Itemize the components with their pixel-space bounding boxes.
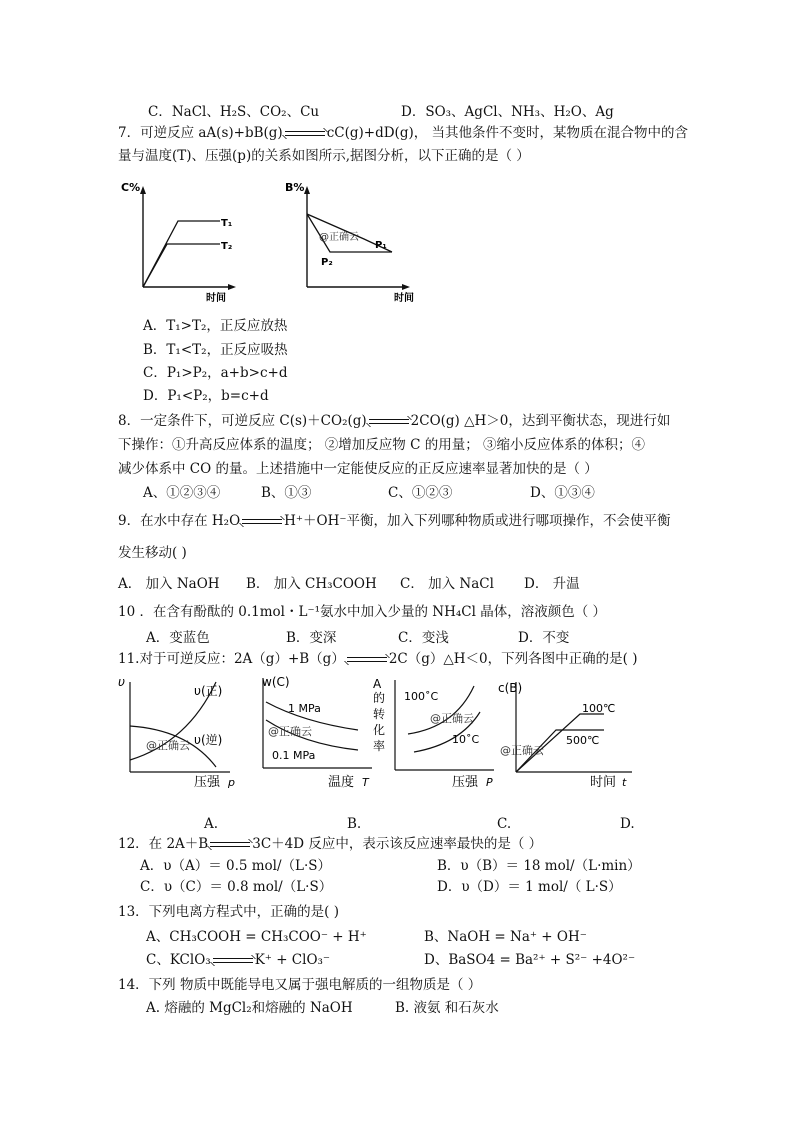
q7-c2-ylabel: B% — [285, 181, 305, 194]
q7-c2-xlabel: 时间 — [394, 293, 414, 304]
q13-option-a: A、CH₃COOH = CH₃COO⁻ + H⁺ — [146, 929, 367, 945]
q11-label-d: D. — [620, 816, 635, 832]
q10-stem: 10 ．在含有酚酞的 0.1mol・L⁻¹氨水中加入少量的 NH₄Cl 晶体，溶液颜色（ ） — [118, 604, 606, 620]
q11c-ylabel-4: 化 — [373, 723, 386, 737]
q11-stem — [118, 650, 637, 668]
reversible-arrow-icon — [208, 840, 252, 850]
q11-graph-d — [498, 672, 638, 797]
q8-stem-part2: 2CO(g) △H＞0，达到平衡状态，现进行如 — [410, 413, 671, 429]
q11b-ylabel: w(C) — [262, 675, 290, 689]
q11-graph-b — [248, 672, 378, 797]
q6-option-c: C．NaCl、H₂S、CO₂、Cu — [148, 104, 320, 120]
q12-option-a: A．υ（A）＝ 0.5 mol/（L·S） — [140, 858, 332, 874]
q8-stem-part1: 8．一定条件下，可逆反应 C(s)＋CO₂(g) — [118, 413, 367, 429]
reversible-arrow-icon — [345, 655, 389, 665]
reversible-arrow-icon — [240, 517, 284, 527]
q11b-hi-label: 1 MPa — [288, 702, 321, 715]
q7-stem-line1 — [118, 124, 688, 142]
q11c-ylabel-1: A — [373, 677, 382, 691]
q10-option-d: D．不变 — [518, 630, 570, 646]
q8-option-c: C、①②③ — [388, 485, 453, 501]
q11-graph-a — [118, 672, 243, 797]
q7-c2-watermark: @正确云 — [319, 232, 359, 243]
q11c-watermark: @正确云 — [430, 712, 474, 725]
q9-stem-part2: H⁺＋OH⁻平衡，加入下列哪种物质或进行哪项操作，不会使平衡 — [284, 513, 671, 529]
q9-stem-line2: 发生移动( ) — [118, 545, 187, 561]
q10-option-b: B．变深 — [286, 630, 337, 646]
q13-option-b: B、NaOH = Na⁺ + OH⁻ — [424, 929, 587, 945]
q6-option-d: D．SO₃、AgCl、NH₃、H₂O、Ag — [401, 104, 614, 120]
q8-option-b: B、①③ — [261, 485, 312, 501]
q11d-ylabel: c(B) — [498, 681, 523, 695]
q11a-watermark: @正确云 — [146, 739, 190, 752]
q11-graph-c — [370, 672, 502, 797]
q7-c2-p1-label: P₁ — [375, 240, 387, 251]
q11c-ylabel-2: 的 — [373, 691, 386, 705]
q11d-watermark: @正确云 — [500, 744, 544, 757]
q7-chart-temperature — [118, 178, 248, 306]
q11b-xunit: T — [362, 776, 369, 789]
q11c-lo-label: 10˚C — [452, 733, 480, 746]
q7-c1-xlabel: 时间 — [206, 293, 226, 304]
q13-stem: 13．下列电离方程式中，正确的是( ) — [118, 904, 340, 920]
q14-stem: 14．下列 物质中既能导电又属于强电解质的一组物质是（ ） — [118, 977, 482, 993]
q11a-ylabel: υ — [118, 675, 125, 689]
q7-c1-curve-t1 — [143, 221, 220, 287]
q8-option-a: A、①②③④ — [143, 485, 221, 501]
q11d-hi-label: 100℃ — [582, 702, 616, 715]
q11-label-b: B. — [347, 816, 362, 832]
q7-chart-pressure — [282, 178, 422, 306]
q11a-fwd-label: υ(正) — [194, 684, 223, 698]
q7-c1-t2-label: T₂ — [221, 241, 233, 252]
q9-option-c: C． 加入 NaCl — [400, 576, 494, 592]
q11c-ylabel-3: 转 — [373, 707, 386, 721]
q12-option-b: B．υ（B）＝ 18 mol/（L·min） — [437, 858, 641, 874]
q7-option-b: B．T₁<T₂，正反应吸热 — [143, 342, 288, 358]
q13-option-c-part2: K⁺ + ClO₃⁻ — [254, 952, 331, 968]
q8-stem-line1 — [118, 412, 670, 430]
q11b-watermark: @正确云 — [268, 725, 312, 738]
q11-stem-part1: 11.对于可逆反应：2A（g）+B（g） — [118, 651, 345, 667]
q8-option-d: D、①③④ — [530, 485, 595, 501]
q7-c2-y-arrow-icon — [304, 186, 310, 194]
q11d-xlabel: 时间 — [590, 775, 617, 790]
q7-c1-ylabel: C% — [121, 181, 141, 194]
q9-option-d: D． 升温 — [524, 576, 580, 592]
q11d-xunit: t — [622, 776, 627, 789]
q12-stem — [118, 835, 542, 853]
q13-option-c-part1: C、KClO₃ — [146, 952, 211, 968]
q12-option-c: C．υ（C）＝ 0.8 mol/（L·S） — [140, 879, 333, 895]
q11-label-a: A. — [204, 816, 219, 832]
q9-stem-part1: 9．在水中存在 H₂O — [118, 513, 241, 529]
q9-option-b: B． 加入 CH₃COOH — [246, 576, 377, 592]
q10-option-a: A．变蓝色 — [146, 630, 210, 646]
q11d-lo-label: 500℃ — [566, 734, 600, 747]
q11-stem-part2: 2C（g）△H＜0，下列各图中正确的是( ) — [388, 651, 638, 667]
q11a-xlabel: 压强 — [194, 775, 221, 790]
q11c-hi-label: 100˚C — [404, 690, 439, 703]
q7-option-a: A．T₁>T₂，正反应放热 — [143, 318, 288, 334]
q12-option-d: D．υ（D）＝ 1 mol/（ L·S） — [437, 879, 622, 895]
reversible-arrow-icon — [211, 956, 255, 966]
q7-c1-t1-label: T₁ — [221, 218, 233, 229]
q7-stem-line2: 量与温度(T)、压强(p)的关系如图所示,据图分析，以下正确的是（ ） — [118, 148, 530, 164]
q7-c1-x-arrow-icon — [228, 284, 236, 290]
q7-c1-curve-t2 — [143, 244, 220, 287]
q7-c1-y-arrow-icon — [140, 186, 146, 194]
q7-option-c: C．P₁>P₂，a+b>c+d — [143, 365, 288, 381]
q11c-xunit: P — [486, 776, 493, 789]
q14-option-b: B. 液氨 和石灰水 — [395, 1000, 499, 1016]
q14-option-a: A. 熔融的 MgCl₂和熔融的 NaOH — [146, 1000, 353, 1016]
q11c-ylabel-5: 率 — [373, 739, 386, 753]
reversible-arrow-icon — [283, 129, 327, 139]
q13-option-d: D、BaSO4 = Ba²⁺ + S²⁻ +4O²⁻ — [424, 952, 636, 968]
q12-stem-part1: 12．在 2A＋B — [118, 836, 209, 852]
q8-stem-line2: 下操作：①升高反应体系的温度； ②增加反应物 C 的用量； ③缩小反应体系的体积；④ — [118, 437, 645, 453]
q7-c2-x-arrow-icon — [402, 284, 410, 290]
q8-stem-line3: 减少体系中 CO 的量。上述措施中一定能使反应的正反应速率显著加快的是（ ） — [118, 461, 598, 477]
reversible-arrow-icon — [367, 417, 411, 427]
q11a-rev-label: υ(逆) — [194, 733, 223, 747]
q12-stem-part2: 3C＋4D 反应中，表示该反应速率最快的是（ ） — [252, 836, 543, 852]
q10-option-c: C．变浅 — [398, 630, 449, 646]
q11b-xlabel: 温度 — [328, 775, 355, 790]
q9-option-a: A． 加入 NaOH — [118, 576, 220, 592]
q7-stem-part2: cC(g)+dD(g)， 当其他条件不变时，某物质在混合物中的含 — [326, 125, 689, 141]
q7-stem-part1: 7．可逆反应 aA(s)+bB(g) — [118, 125, 283, 141]
q11-label-c: C. — [497, 816, 512, 832]
q7-option-d: D．P₁<P₂，b=c+d — [143, 388, 269, 404]
q7-c2-p2-label: P₂ — [321, 257, 333, 268]
q11c-xlabel: 压强 — [452, 775, 479, 790]
q9-stem-line1 — [118, 512, 671, 530]
q11b-lo-label: 0.1 MPa — [272, 749, 316, 762]
q13-option-c — [146, 951, 330, 969]
q11a-xunit: p — [228, 776, 235, 789]
